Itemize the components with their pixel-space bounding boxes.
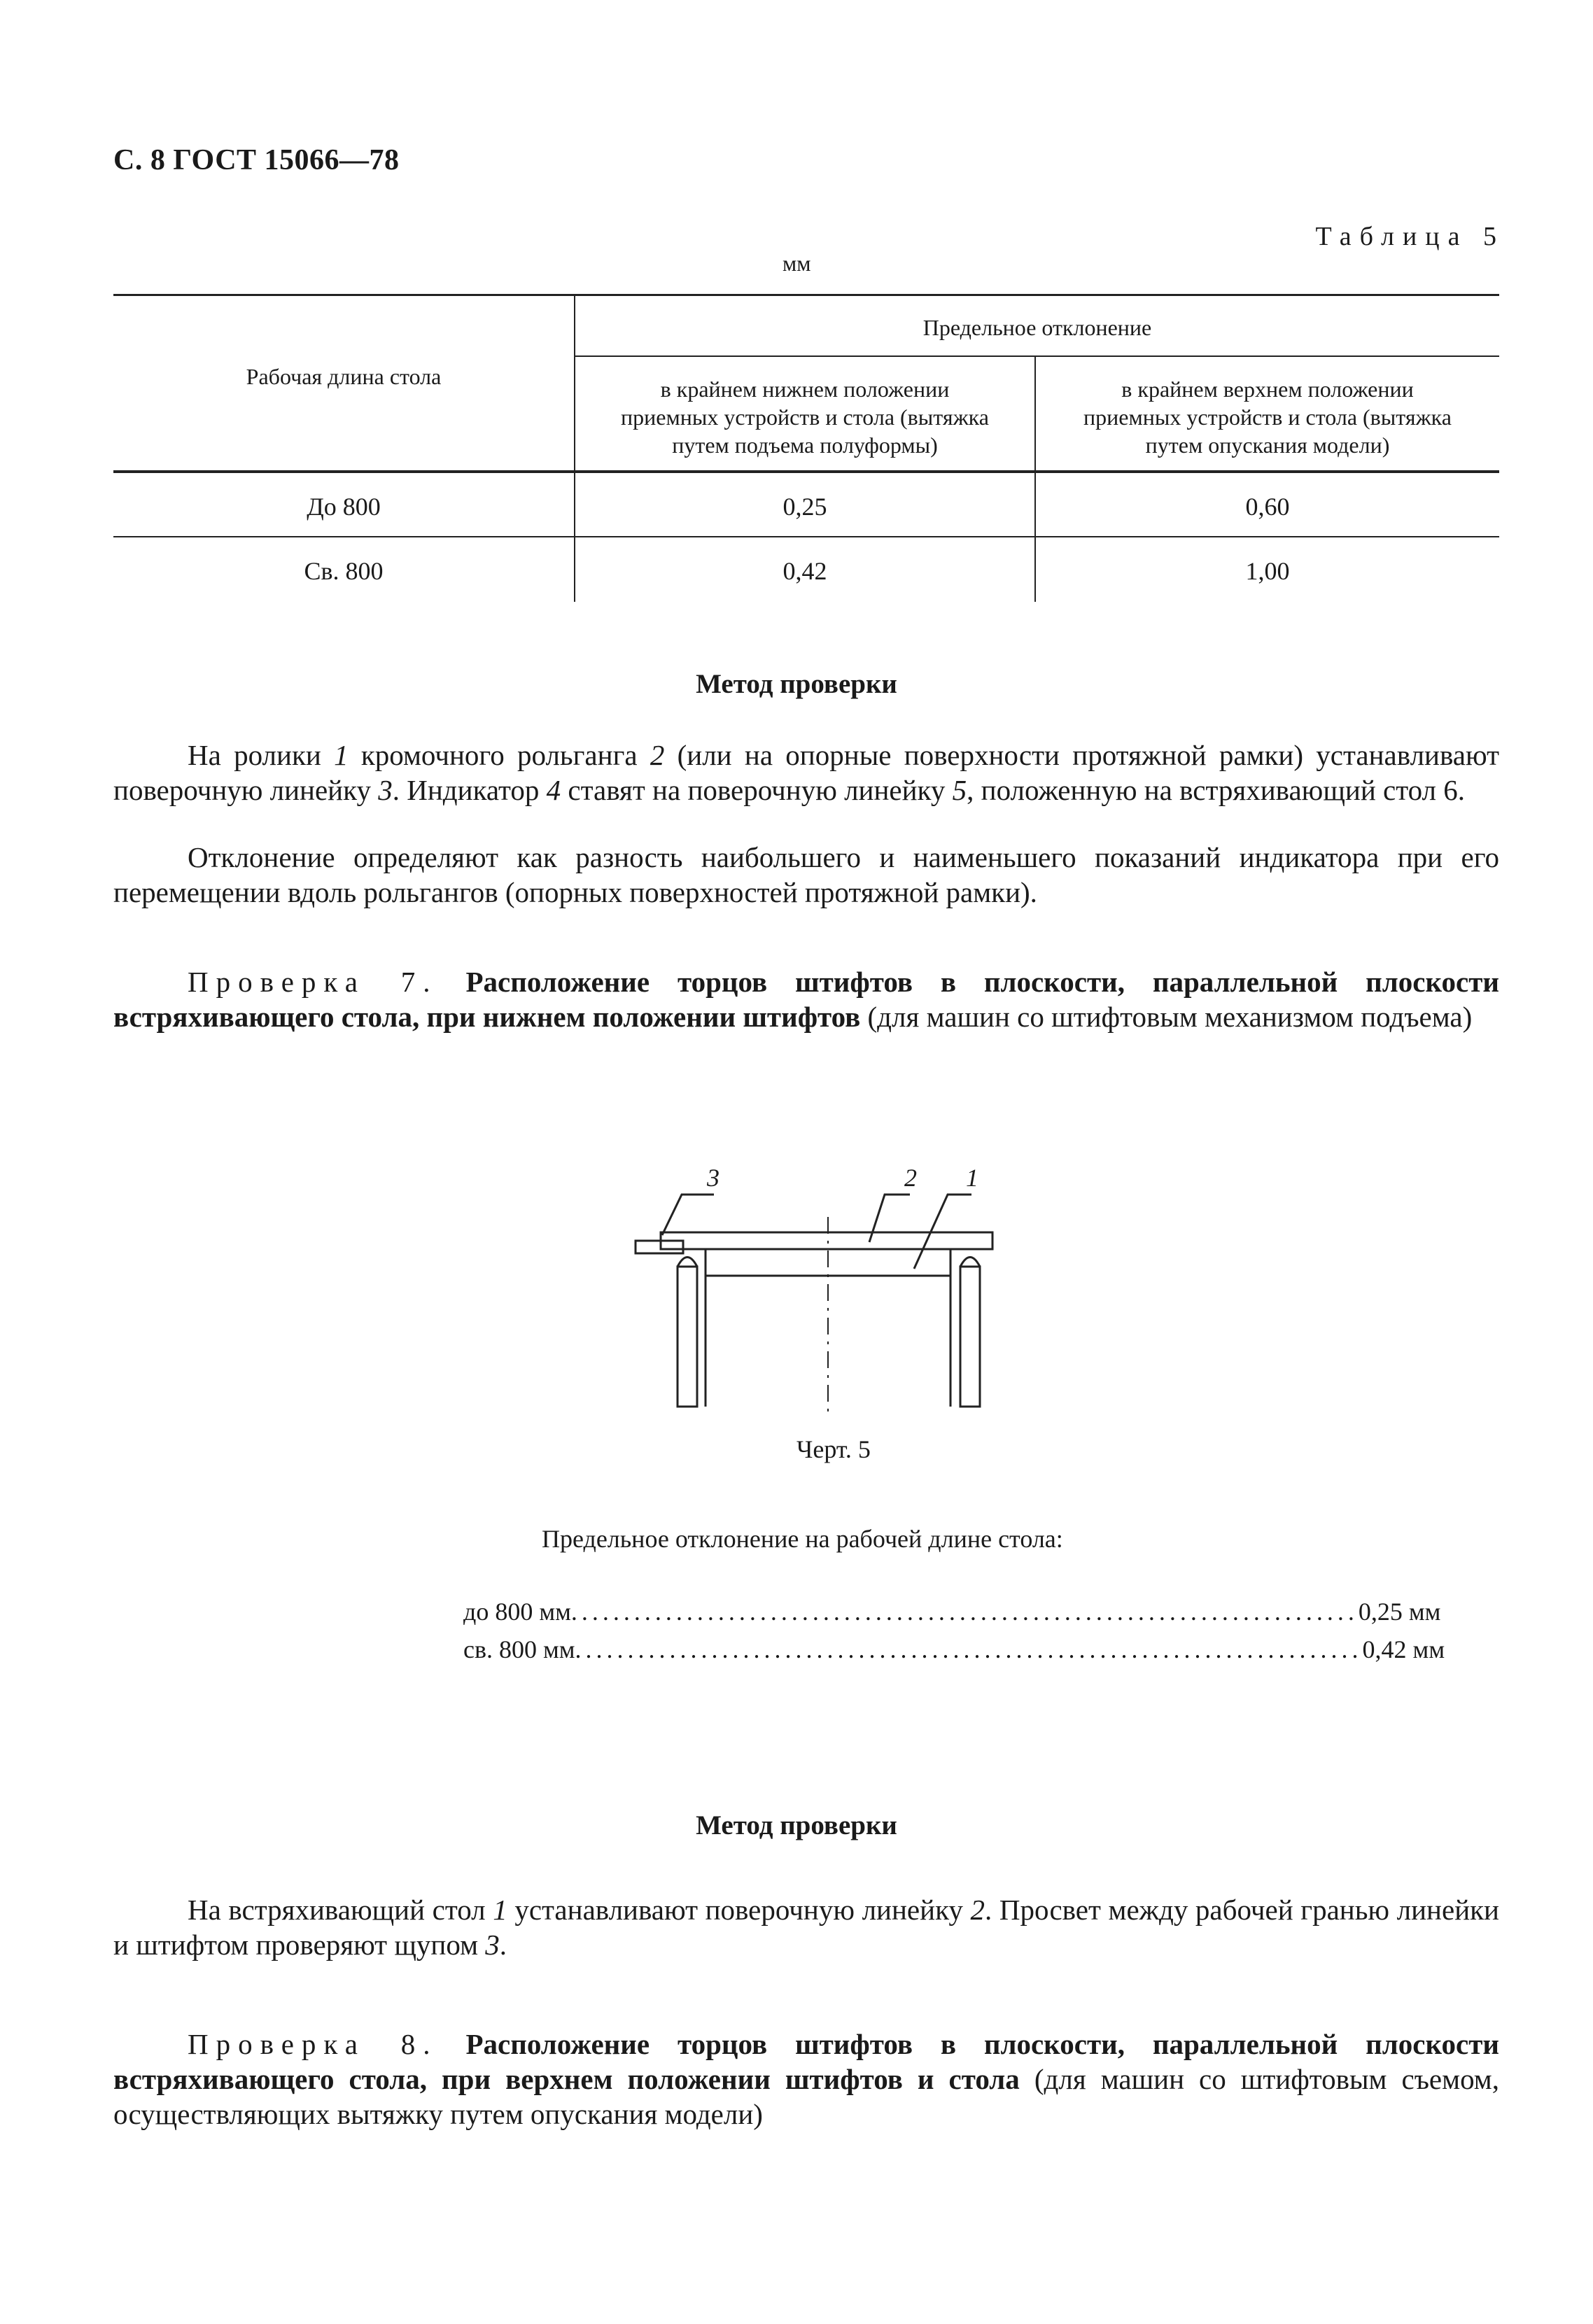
table-cell-lower: 0,42 — [783, 557, 827, 585]
table-unit: мм — [783, 251, 811, 276]
figure-label-3: 3 — [707, 1164, 720, 1192]
table-header-rule — [113, 470, 1499, 473]
table-label: Таблица 5 — [1315, 222, 1505, 251]
tolerance-title: Предельное отклонение на рабочей длине стола: — [542, 1525, 1063, 1553]
table-top-rule — [113, 294, 1499, 296]
table-group-rule — [575, 355, 1499, 357]
table-subheader-lower: в крайнем нижнем положении приемных устройств и стола (вытяжка путем подъема полуформы) — [621, 376, 989, 458]
table-row-rule — [113, 536, 1499, 537]
table-header-group: Предельное отклонение — [922, 315, 1152, 340]
check-8-paragraph: Проверка 8. Расположение торцов штифтов в плоскости, параллельной плоскости встряхивающего стола, при верхнем положении штифтов и стола (для машин со штифтовым съемом, осуществляющих вытяжку путем опускания модели) — [113, 2028, 1500, 2130]
figure-5-drawing — [616, 1158, 1036, 1424]
method-paragraph: На встряхивающий стол 1 устанавливают поверочную линейку 2. Просвет между рабочей гранью линейки и штифтом проверяют щупом 3. — [113, 1894, 1499, 1961]
figure-label-1: 1 — [966, 1164, 978, 1192]
tolerance-row: до 800 мм ........................................................................... 0,25 мм — [463, 1598, 1441, 1626]
method-paragraph: Отклонение определяют как разность наибольшего и наименьшего показаний индикатора при его перемещении вдоль рольгангов (опорных поверхностей протяжной рамки). — [113, 841, 1499, 908]
tolerance-row: св. 800 мм ........................................................................... 0,42 мм — [463, 1635, 1445, 1663]
table-cell-length: Св. 800 — [304, 557, 384, 585]
table-subheader-upper: в крайнем верхнем положении приемных устройств и стола (вытяжка путем опускания модели) — [1083, 376, 1452, 458]
table-cell-length: До 800 — [307, 493, 381, 521]
page-header: С. 8 ГОСТ 15066—78 — [113, 144, 400, 176]
figure-label-2: 2 — [904, 1164, 917, 1192]
table-cell-upper: 1,00 — [1245, 557, 1290, 585]
table-header-length: Рабочая длина стола — [246, 364, 442, 389]
method-heading: Метод проверки — [696, 669, 897, 699]
table-cell-upper: 0,60 — [1245, 493, 1290, 521]
table-cell-lower: 0,25 — [783, 493, 827, 521]
method-heading: Метод проверки — [696, 1810, 897, 1840]
method-paragraph: На ролики 1 кромочного рольганга 2 (или на опорные поверхности протяжной рамки) устанавливают поверочную линейку 3. Индикатор 4 ставят на поверочную линейку 5, положенную на встряхивающий стол 6. — [113, 739, 1499, 806]
figure-caption: Черт. 5 — [796, 1435, 871, 1463]
check-7-paragraph: Проверка 7. Расположение торцов штифтов в плоскости, параллельной плоскости встряхивающего стола, при нижнем положении штифтов (для машин со штифтовым механизмом подъема) — [113, 966, 1500, 1033]
